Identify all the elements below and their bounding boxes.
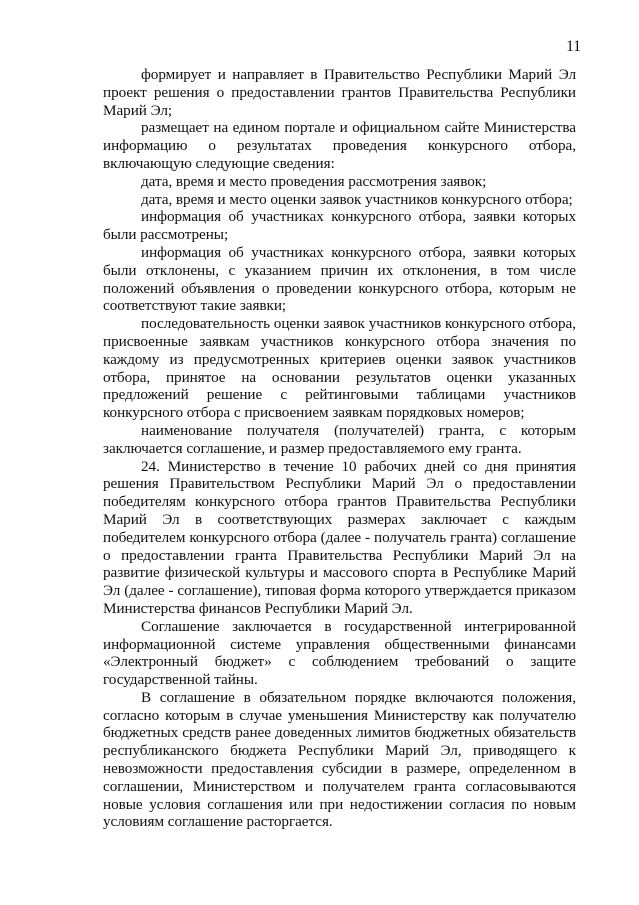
paragraph-reviewed-participants: информация об участниках конкурсного отбора, заявки которых были рассмотрены; — [103, 208, 576, 244]
paragraph-submit-draft-decision: формирует и направляет в Правительство Республики Марий Эл проект решения о предоставлении грантов Правительства Республики Марий Эл; — [103, 66, 576, 119]
paragraph-publish-results: размещает на едином портале и официальном сайте Министерства информацию о результатах проведения конкурсного отбора, включающую следующие сведения: — [103, 119, 576, 172]
paragraph-clause-24: 24. Министерство в течение 10 рабочих дней со дня принятия решения Правительством Республики Марий Эл о предоставлении победителям конкурсного отбора грантов Правительства Республики Марий Эл в соответствующих размерах заключает с каждым победителем конкурсного отбора (далее - получатель гранта) соглашение о предоставлении гранта Правительства Республики Марий Эл на развитие физической культуры и массового спорта в Республике Марий Эл (далее - соглашение), типовая форма которого утверждается приказом Министерства финансов Республики Марий Эл. — [103, 457, 576, 617]
paragraph-grant-recipient: наименование получателя (получателей) гранта, с которым заключается соглашение, и размер предоставляемого ему гранта. — [103, 421, 576, 457]
document-body — [103, 66, 576, 831]
page-number: 11 — [566, 38, 581, 55]
paragraph-rejected-participants: информация об участниках конкурсного отбора, заявки которых были отклонены, с указанием причин их отклонения, в том числе положений объявления о проведении конкурсного отбора, которым не соответствуют такие заявки; — [103, 243, 576, 315]
paragraph-mandatory-provisions: В соглашение в обязательном порядке включаются положения, согласно которым в случае уменьшения Министерству как получателю бюджетных средств ранее доведенных лимитов бюджетных обязательств республиканского бюджета Республики Марий Эл, приводящего к невозможности предоставления субсидии в размере, определенном в соглашении, Министерством и получателем гранта согласовываются новые условия соглашения или при недостижении согласия по новым условиям соглашение расторгается. — [103, 688, 576, 831]
paragraph-review-date: дата, время и место проведения рассмотрения заявок; — [141, 172, 487, 190]
paragraph-evaluation-sequence: последовательность оценки заявок участников конкурсного отбора, присвоенные заявкам участников конкурсного отбора значения по каждому из предусмотренных критериев оценки заявок участников отбора, принятое на основании результатов оценки указанных предложений решение с рейтинговыми таблицами участников конкурсного отбора с присвоением заявкам порядковых номеров; — [103, 315, 576, 422]
paragraph-electronic-budget: Соглашение заключается в государственной интегрированной информационной системе управления общественными финансами «Электронный бюджет» с соблюдением требований о защите государственной тайны. — [103, 617, 576, 689]
paragraph-evaluation-date: дата, время и место оценки заявок участников конкурсного отбора; — [141, 190, 573, 208]
